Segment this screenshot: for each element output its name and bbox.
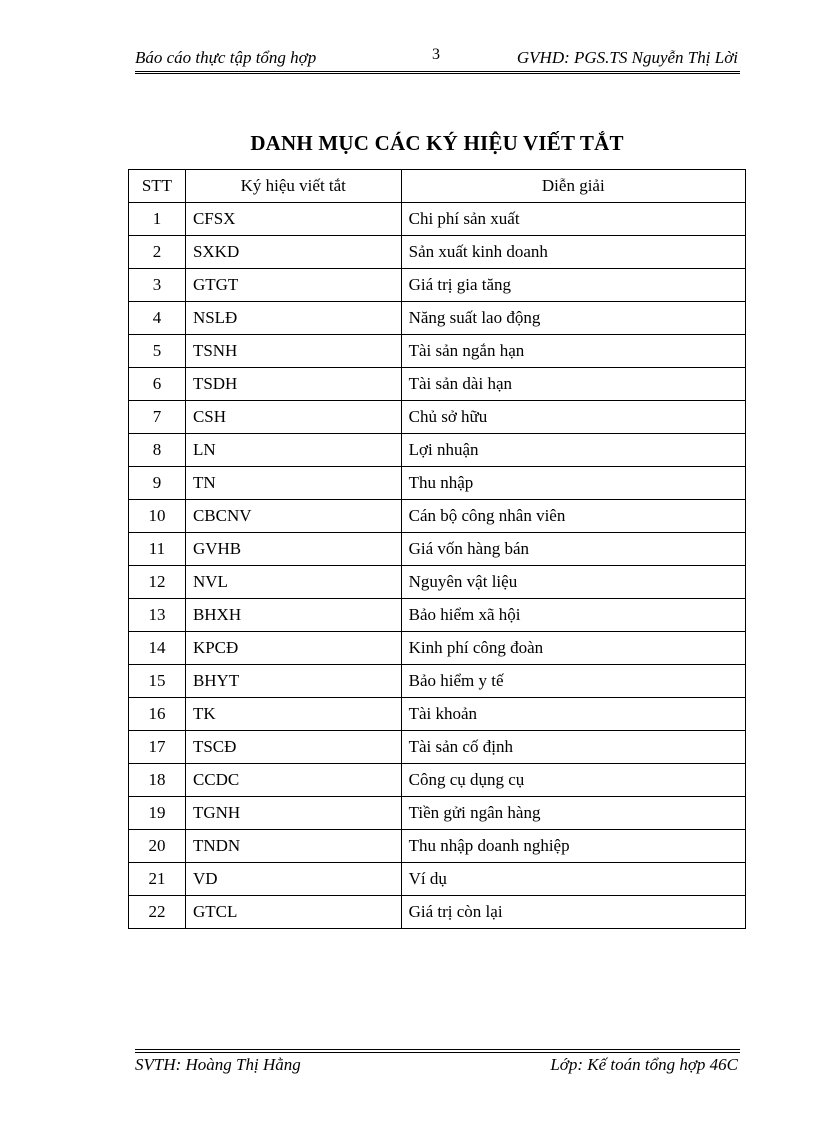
row-number: 14 [129,632,186,665]
row-number: 6 [129,368,186,401]
abbreviation-description: Nguyên vật liệu [401,566,745,599]
abbreviation-code: GVHB [185,533,401,566]
page-number: 3 [432,46,440,63]
page-title: DANH MỤC CÁC KÝ HIỆU VIẾT TẮT [250,131,624,155]
abbreviation-description: Giá vốn hàng bán [401,533,745,566]
abbreviation-code: VD [185,863,401,896]
footer-class: Lớp: Kế toán tổng hợp 46C [550,1055,738,1074]
table-row [129,566,746,599]
row-number: 22 [129,896,186,929]
table-row [129,830,746,863]
abbreviation-code: GTCL [185,896,401,929]
abbreviation-code: SXKD [185,236,401,269]
abbreviation-code: BHYT [185,665,401,698]
table-row [129,632,746,665]
abbreviation-table [128,169,746,929]
header-report-title: Báo cáo thực tập tổng hợp [135,48,317,67]
abbreviation-code: CCDC [185,764,401,797]
row-number: 4 [129,302,186,335]
abbreviation-description: Chủ sở hữu [401,401,745,434]
abbreviation-description: Năng suất lao động [401,302,745,335]
table-row [129,764,746,797]
table-row [129,533,746,566]
abbreviation-code: TGNH [185,797,401,830]
footer-student: SVTH: Hoàng Thị Hằng [135,1055,301,1074]
row-number: 17 [129,731,186,764]
abbreviation-code: GTGT [185,269,401,302]
abbreviation-code: CSH [185,401,401,434]
table-header-row [129,170,746,203]
row-number: 7 [129,401,186,434]
abbreviation-code: KPCĐ [185,632,401,665]
column-header-abbreviation: Ký hiệu viết tắt [185,170,401,203]
row-number: 10 [129,500,186,533]
header-divider-secondary [135,73,740,74]
abbreviation-code: TSCĐ [185,731,401,764]
abbreviation-description: Tài khoản [401,698,745,731]
abbreviation-description: Tiền gửi ngân hàng [401,797,745,830]
row-number: 11 [129,533,186,566]
table-row [129,368,746,401]
abbreviation-description: Tài sản cố định [401,731,745,764]
abbreviation-code: TSDH [185,368,401,401]
abbreviation-description: Lợi nhuận [401,434,745,467]
row-number: 2 [129,236,186,269]
header-supervisor: GVHD: PGS.TS Nguyễn Thị Lời [516,48,738,67]
abbreviation-description: Giá trị gia tăng [401,269,745,302]
abbreviation-description: Bảo hiểm xã hội [401,599,745,632]
abbreviation-description: Thu nhập doanh nghiệp [401,830,745,863]
table-row [129,896,746,929]
row-number: 15 [129,665,186,698]
abbreviation-code: CBCNV [185,500,401,533]
abbreviation-code: BHXH [185,599,401,632]
footer-divider-secondary [135,1052,740,1053]
abbreviation-description: Chi phí sản xuất [401,203,745,236]
abbreviation-code: CFSX [185,203,401,236]
table-row [129,269,746,302]
column-header-description: Diễn giải [401,170,745,203]
table-row [129,665,746,698]
row-number: 5 [129,335,186,368]
table-row [129,236,746,269]
abbreviation-code: TN [185,467,401,500]
row-number: 20 [129,830,186,863]
abbreviation-description: Bảo hiểm y tế [401,665,745,698]
row-number: 19 [129,797,186,830]
abbreviation-code: TNDN [185,830,401,863]
abbreviation-code: NSLĐ [185,302,401,335]
row-number: 8 [129,434,186,467]
table-row [129,401,746,434]
abbreviation-description: Tài sản ngắn hạn [401,335,745,368]
table-row [129,467,746,500]
table-row [129,302,746,335]
table-row [129,599,746,632]
row-number: 21 [129,863,186,896]
abbreviation-code: TK [185,698,401,731]
abbreviation-description: Giá trị còn lại [401,896,745,929]
abbreviation-code: TSNH [185,335,401,368]
table-row [129,797,746,830]
row-number: 16 [129,698,186,731]
abbreviation-description: Thu nhập [401,467,745,500]
table-row [129,731,746,764]
row-number: 9 [129,467,186,500]
row-number: 3 [129,269,186,302]
page-footer [135,1055,740,1079]
header-divider [135,71,740,72]
abbreviation-code: NVL [185,566,401,599]
footer-divider [135,1049,740,1050]
abbreviation-description: Ví dụ [401,863,745,896]
table-row [129,698,746,731]
abbreviation-description: Cán bộ công nhân viên [401,500,745,533]
table-row [129,500,746,533]
abbreviation-code: LN [185,434,401,467]
abbreviation-description: Kinh phí công đoàn [401,632,745,665]
row-number: 1 [129,203,186,236]
abbreviation-description: Tài sản dài hạn [401,368,745,401]
abbreviation-description: Sản xuất kinh doanh [401,236,745,269]
table-row [129,863,746,896]
abbreviation-description: Công cụ dụng cụ [401,764,745,797]
table-row [129,335,746,368]
row-number: 12 [129,566,186,599]
column-header-stt: STT [129,170,186,203]
page-header [135,48,740,72]
table-row [129,434,746,467]
row-number: 18 [129,764,186,797]
row-number: 13 [129,599,186,632]
table-row [129,203,746,236]
